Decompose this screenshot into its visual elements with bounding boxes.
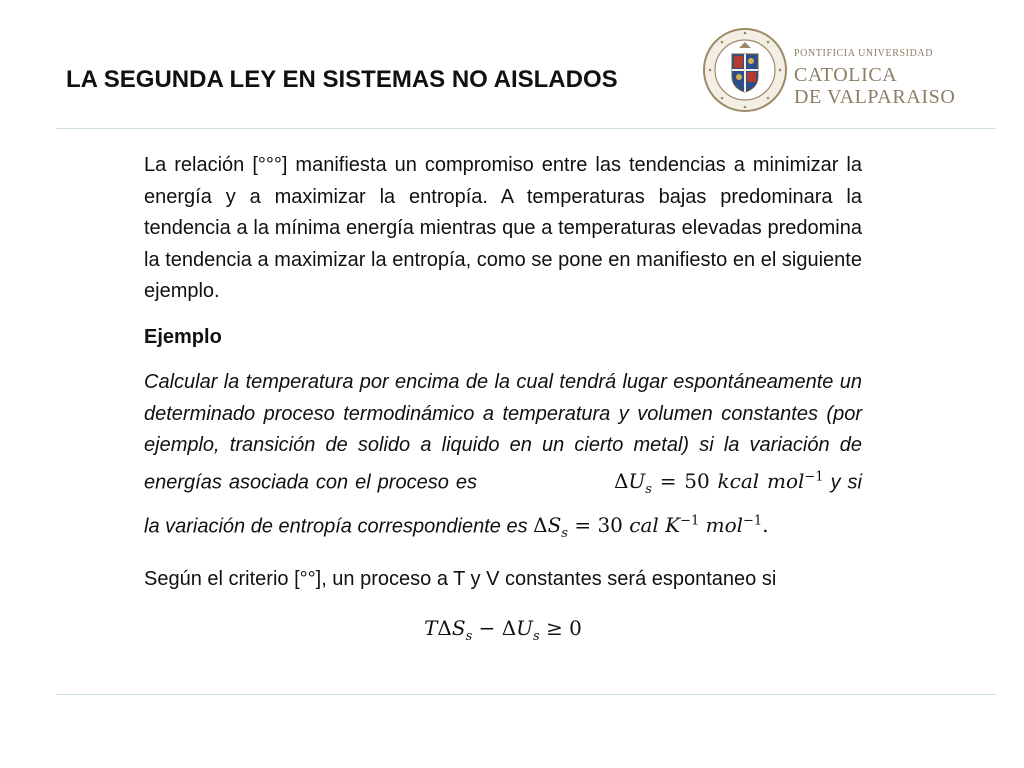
logo-line-small: PONTIFICIA UNIVERSIDAD xyxy=(794,48,934,59)
footer-divider xyxy=(56,694,996,695)
logo-line-valparaiso: DE VALPARAISO xyxy=(794,86,956,108)
example-paragraph xyxy=(144,367,862,550)
energy-change-expression: $\Delta U_s = 50$ kcal mol$^{-1}$ xyxy=(613,469,824,498)
example-heading: Ejemplo xyxy=(144,325,222,348)
university-seal-icon xyxy=(702,26,788,114)
spontaneity-formula: $T\Delta S_s - \Delta U_s \ge 0$ xyxy=(424,616,582,645)
page-title: LA SEGUNDA LEY EN SISTEMAS NO AISLADOS xyxy=(66,66,618,93)
criterion-paragraph: Según el criterio [°°], un proceso a T y V constantes será espontaneo si xyxy=(144,567,777,590)
entropy-change-expression: $\Delta S_s = 30$ cal $K^{-1}$ mol$^{-1}$. xyxy=(533,513,769,542)
example-text-2: y si la variación de entropía correspondiente es xyxy=(144,471,862,538)
university-logo xyxy=(702,26,992,120)
logo-line-catolica: CATOLICA xyxy=(794,64,898,86)
example-text-1: Calcular la temperatura por encima de la cual tendrá lugar espontáneamente un determinado proceso termodinámico a temperatura y volumen constantes (por ejemplo, transición de solido a liquido en un cierto metal) si la variación de energías asociada con el proceso es xyxy=(144,371,862,494)
slide-body xyxy=(144,150,862,653)
intro-paragraph: La relación [°°°] manifiesta un compromiso entre las tendencias a minimizar la energía y a maximizar la entropía. A temperaturas bajas predominara la tendencia a la mínima energía mientras que a temperaturas elevadas predomina la tendencia a maximizar la entropía, como se pone en manifiesto en el siguiente ejemplo. xyxy=(144,154,862,302)
header-divider xyxy=(56,128,996,129)
